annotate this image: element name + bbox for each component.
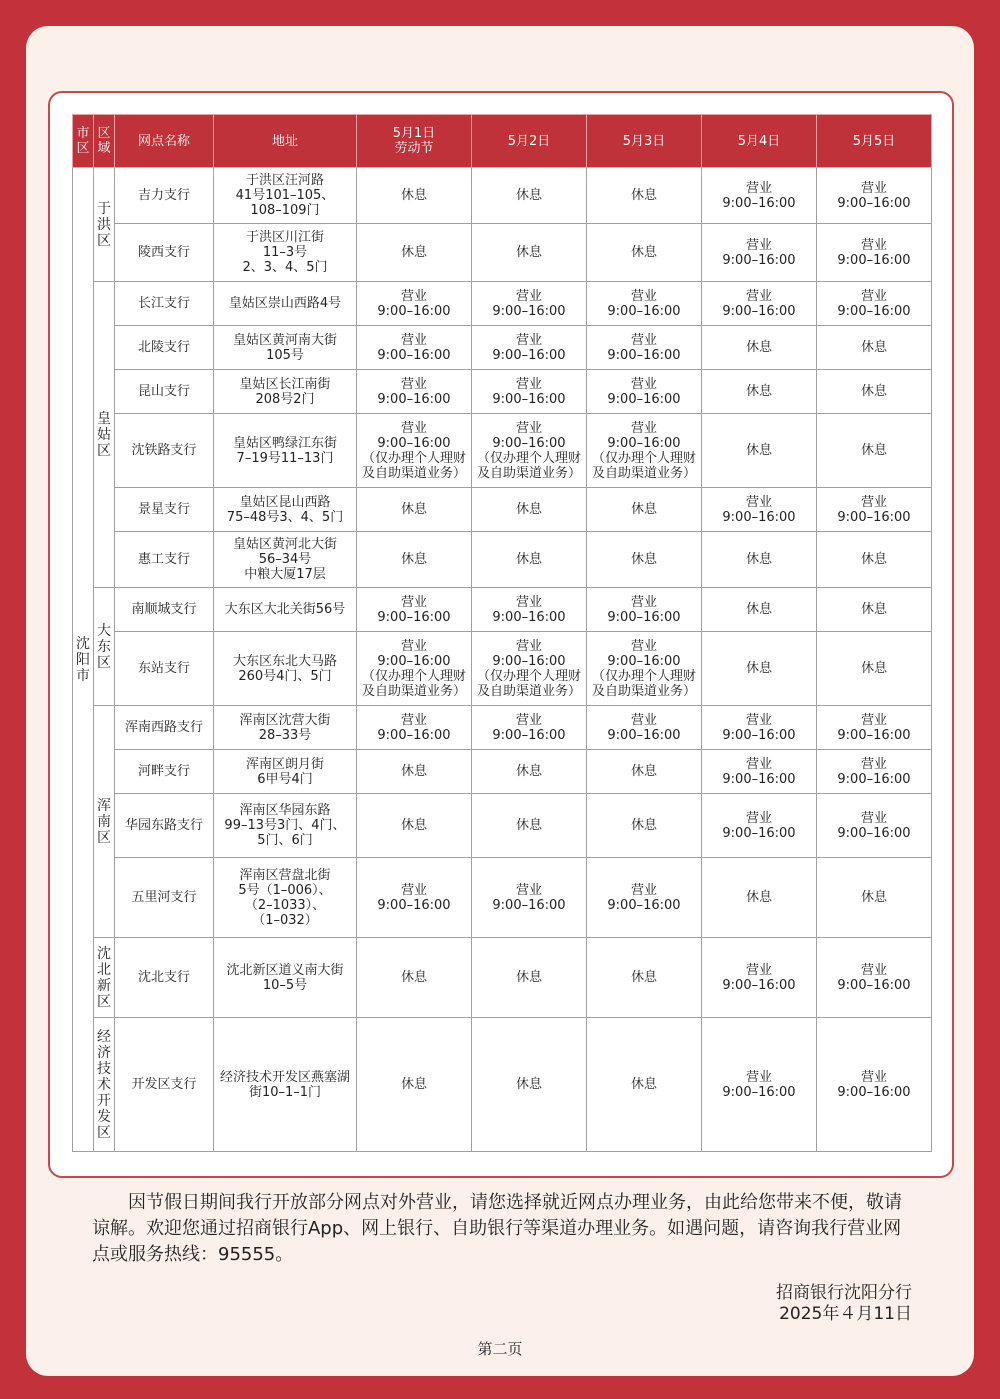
header-district: 区 域 xyxy=(94,115,115,168)
status-cell-may5: 营业 9:00–16:00 xyxy=(817,488,932,532)
status-cell-may3: 休息 xyxy=(587,224,702,282)
status-cell-may1: 休息 xyxy=(357,1018,472,1152)
status-cell-may4: 营业 9:00–16:00 xyxy=(702,168,817,224)
status-cell-may4: 休息 xyxy=(702,370,817,414)
district-cell: 沈 北 新 区 xyxy=(94,938,115,1018)
branch-name-cell: 昆山支行 xyxy=(115,370,214,414)
branch-name-cell: 惠工支行 xyxy=(115,532,214,588)
status-cell-may5: 营业 9:00–16:00 xyxy=(817,224,932,282)
header-address: 地址 xyxy=(214,115,357,168)
status-cell-may2: 休息 xyxy=(472,938,587,1018)
status-cell-may5: 休息 xyxy=(817,632,932,706)
status-cell-may4: 休息 xyxy=(702,414,817,488)
status-cell-may3: 休息 xyxy=(587,938,702,1018)
branch-name-cell: 北陵支行 xyxy=(115,326,214,370)
table-row xyxy=(73,282,932,326)
status-cell-may3: 营业 9:00–16:00 xyxy=(587,282,702,326)
status-cell-may1: 营业 9:00–16:00 xyxy=(357,326,472,370)
status-cell-may5: 休息 xyxy=(817,858,932,938)
status-cell-may3: 休息 xyxy=(587,488,702,532)
district-cell: 大 东 区 xyxy=(94,588,115,706)
status-cell-may1: 休息 xyxy=(357,938,472,1018)
district-cell: 皇 姑 区 xyxy=(94,282,115,588)
table-row xyxy=(73,750,932,794)
status-cell-may3: 营业 9:00–16:00 xyxy=(587,706,702,750)
status-cell-may5: 营业 9:00–16:00 xyxy=(817,282,932,326)
status-cell-may1: 营业 9:00–16:00 （仅办理个人理财 及自助渠道业务） xyxy=(357,632,472,706)
status-cell-may3: 休息 xyxy=(587,1018,702,1152)
status-cell-may5: 营业 9:00–16:00 xyxy=(817,706,932,750)
status-cell-may1: 休息 xyxy=(357,794,472,858)
status-cell-may2: 营业 9:00–16:00 xyxy=(472,706,587,750)
status-cell-may4: 营业 9:00–16:00 xyxy=(702,1018,817,1152)
header-may1: 5月1日 劳动节 xyxy=(357,115,472,168)
status-cell-may5: 营业 9:00–16:00 xyxy=(817,794,932,858)
header-may4: 5月4日 xyxy=(702,115,817,168)
branch-name-cell: 吉力支行 xyxy=(115,168,214,224)
header-branch: 网点名称 xyxy=(115,115,214,168)
header-may3: 5月3日 xyxy=(587,115,702,168)
status-cell-may1: 休息 xyxy=(357,532,472,588)
status-cell-may4: 营业 9:00–16:00 xyxy=(702,794,817,858)
address-cell: 于洪区汪河路 41号101–105、 108–109门 xyxy=(214,168,357,224)
status-cell-may5: 营业 9:00–16:00 xyxy=(817,938,932,1018)
notice-text: 因节假日期间我行开放部分网点对外营业，请您选择就近网点办理业务，由此给您带来不便，敬请谅解。欢迎您通过招商银行App、网上银行、自助银行等渠道办理业务。如遇问题，请咨询我行营业网点或服务热线：95555。 xyxy=(92,1192,902,1265)
status-cell-may2: 营业 9:00–16:00 xyxy=(472,326,587,370)
status-cell-may2: 休息 xyxy=(472,224,587,282)
address-cell: 皇姑区黄河南大街 105号 xyxy=(214,326,357,370)
status-cell-may4: 营业 9:00–16:00 xyxy=(702,488,817,532)
address-cell: 浑南区沈营大街 28–33号 xyxy=(214,706,357,750)
status-cell-may5: 营业 9:00–16:00 xyxy=(817,1018,932,1152)
status-cell-may1: 休息 xyxy=(357,168,472,224)
status-cell-may5: 休息 xyxy=(817,588,932,632)
branch-name-cell: 华园东路支行 xyxy=(115,794,214,858)
address-cell: 皇姑区鸭绿江东街 7–19号11–13门 xyxy=(214,414,357,488)
address-cell: 皇姑区昆山西路 75–48号3、4、5门 xyxy=(214,488,357,532)
table-row xyxy=(73,224,932,282)
address-cell: 皇姑区黄河北大街 56–34号 中粮大厦17层 xyxy=(214,532,357,588)
city-cell: 沈 阳 市 xyxy=(73,168,94,1152)
status-cell-may5: 休息 xyxy=(817,532,932,588)
header-city: 市 区 xyxy=(73,115,94,168)
address-cell: 浑南区朗月街 6甲号4门 xyxy=(214,750,357,794)
page-number: 第二页 xyxy=(477,1340,523,1358)
status-cell-may4: 休息 xyxy=(702,532,817,588)
status-cell-may4: 休息 xyxy=(702,326,817,370)
status-cell-may2: 休息 xyxy=(472,1018,587,1152)
table-row xyxy=(73,370,932,414)
branch-name-cell: 陵西支行 xyxy=(115,224,214,282)
status-cell-may1: 营业 9:00–16:00 （仅办理个人理财 及自助渠道业务） xyxy=(357,414,472,488)
status-cell-may2: 休息 xyxy=(472,794,587,858)
table-row xyxy=(73,532,932,588)
status-cell-may5: 营业 9:00–16:00 xyxy=(817,750,932,794)
table-row xyxy=(73,488,932,532)
status-cell-may1: 营业 9:00–16:00 xyxy=(357,282,472,326)
status-cell-may3: 营业 9:00–16:00 （仅办理个人理财 及自助渠道业务） xyxy=(587,414,702,488)
branch-schedule-table xyxy=(72,114,932,1152)
status-cell-may4: 营业 9:00–16:00 xyxy=(702,224,817,282)
status-cell-may1: 营业 9:00–16:00 xyxy=(357,858,472,938)
status-cell-may5: 营业 9:00–16:00 xyxy=(817,168,932,224)
table-row xyxy=(73,326,932,370)
branch-name-cell: 沈北支行 xyxy=(115,938,214,1018)
district-cell: 于 洪 区 xyxy=(94,168,115,282)
table-row xyxy=(73,588,932,632)
status-cell-may2: 休息 xyxy=(472,488,587,532)
table-row xyxy=(73,706,932,750)
status-cell-may3: 休息 xyxy=(587,532,702,588)
signature-org: 招商银行沈阳分行 xyxy=(776,1283,912,1303)
status-cell-may4: 休息 xyxy=(702,588,817,632)
status-cell-may5: 休息 xyxy=(817,326,932,370)
status-cell-may4: 营业 9:00–16:00 xyxy=(702,706,817,750)
branch-name-cell: 开发区支行 xyxy=(115,1018,214,1152)
table-row xyxy=(73,858,932,938)
address-cell: 经济技术开发区燕塞湖 街10–1–1门 xyxy=(214,1018,357,1152)
status-cell-may1: 营业 9:00–16:00 xyxy=(357,588,472,632)
status-cell-may2: 休息 xyxy=(472,532,587,588)
status-cell-may5: 休息 xyxy=(817,414,932,488)
status-cell-may3: 休息 xyxy=(587,168,702,224)
status-cell-may4: 休息 xyxy=(702,632,817,706)
status-cell-may4: 营业 9:00–16:00 xyxy=(702,282,817,326)
address-cell: 大东区大北关街56号 xyxy=(214,588,357,632)
status-cell-may2: 营业 9:00–16:00 xyxy=(472,858,587,938)
branch-name-cell: 沈铁路支行 xyxy=(115,414,214,488)
branch-name-cell: 五里河支行 xyxy=(115,858,214,938)
branch-name-cell: 东站支行 xyxy=(115,632,214,706)
status-cell-may2: 营业 9:00–16:00 xyxy=(472,370,587,414)
address-cell: 浑南区华园东路 99–13号3门、4门、 5门、6门 xyxy=(214,794,357,858)
status-cell-may3: 休息 xyxy=(587,794,702,858)
status-cell-may3: 营业 9:00–16:00 xyxy=(587,326,702,370)
district-cell: 经 济 技 术 开 发 区 xyxy=(94,1018,115,1152)
table-row xyxy=(73,938,932,1018)
status-cell-may2: 营业 9:00–16:00 xyxy=(472,588,587,632)
status-cell-may5: 休息 xyxy=(817,370,932,414)
branch-name-cell: 南顺城支行 xyxy=(115,588,214,632)
status-cell-may3: 营业 9:00–16:00 xyxy=(587,858,702,938)
address-cell: 于洪区川江街 11–3号 2、3、4、5门 xyxy=(214,224,357,282)
address-cell: 浑南区营盘北街 5号（1–006）、 （2–1033）、 （1–032） xyxy=(214,858,357,938)
table-row xyxy=(73,632,932,706)
branch-name-cell: 河畔支行 xyxy=(115,750,214,794)
status-cell-may2: 休息 xyxy=(472,168,587,224)
table-row xyxy=(73,1018,932,1152)
address-cell: 大东区东北大马路 260号4门、5门 xyxy=(214,632,357,706)
status-cell-may2: 营业 9:00–16:00 （仅办理个人理财 及自助渠道业务） xyxy=(472,414,587,488)
table-row xyxy=(73,794,932,858)
table-header xyxy=(73,115,932,168)
address-cell: 皇姑区长江南街 208号2门 xyxy=(214,370,357,414)
status-cell-may2: 营业 9:00–16:00 （仅办理个人理财 及自助渠道业务） xyxy=(472,632,587,706)
branch-name-cell: 浑南西路支行 xyxy=(115,706,214,750)
status-cell-may2: 营业 9:00–16:00 xyxy=(472,282,587,326)
status-cell-may1: 休息 xyxy=(357,224,472,282)
status-cell-may4: 休息 xyxy=(702,858,817,938)
table-row xyxy=(73,414,932,488)
signature xyxy=(776,1283,912,1325)
address-cell: 沈北新区道义南大街 10–5号 xyxy=(214,938,357,1018)
address-cell: 皇姑区崇山西路4号 xyxy=(214,282,357,326)
header-may5: 5月5日 xyxy=(817,115,932,168)
status-cell-may3: 营业 9:00–16:00 xyxy=(587,370,702,414)
header-may2: 5月2日 xyxy=(472,115,587,168)
status-cell-may3: 营业 9:00–16:00 xyxy=(587,588,702,632)
status-cell-may3: 营业 9:00–16:00 （仅办理个人理财 及自助渠道业务） xyxy=(587,632,702,706)
status-cell-may1: 营业 9:00–16:00 xyxy=(357,370,472,414)
status-cell-may2: 休息 xyxy=(472,750,587,794)
status-cell-may3: 休息 xyxy=(587,750,702,794)
status-cell-may4: 营业 9:00–16:00 xyxy=(702,938,817,1018)
signature-date: 2025年４月11日 xyxy=(779,1304,912,1324)
table-body xyxy=(73,168,932,1152)
table-row xyxy=(73,168,932,224)
status-cell-may1: 休息 xyxy=(357,750,472,794)
status-cell-may4: 营业 9:00–16:00 xyxy=(702,750,817,794)
status-cell-may1: 营业 9:00–16:00 xyxy=(357,706,472,750)
district-cell: 浑 南 区 xyxy=(94,706,115,938)
status-cell-may1: 休息 xyxy=(357,488,472,532)
branch-name-cell: 景星支行 xyxy=(115,488,214,532)
branch-name-cell: 长江支行 xyxy=(115,282,214,326)
